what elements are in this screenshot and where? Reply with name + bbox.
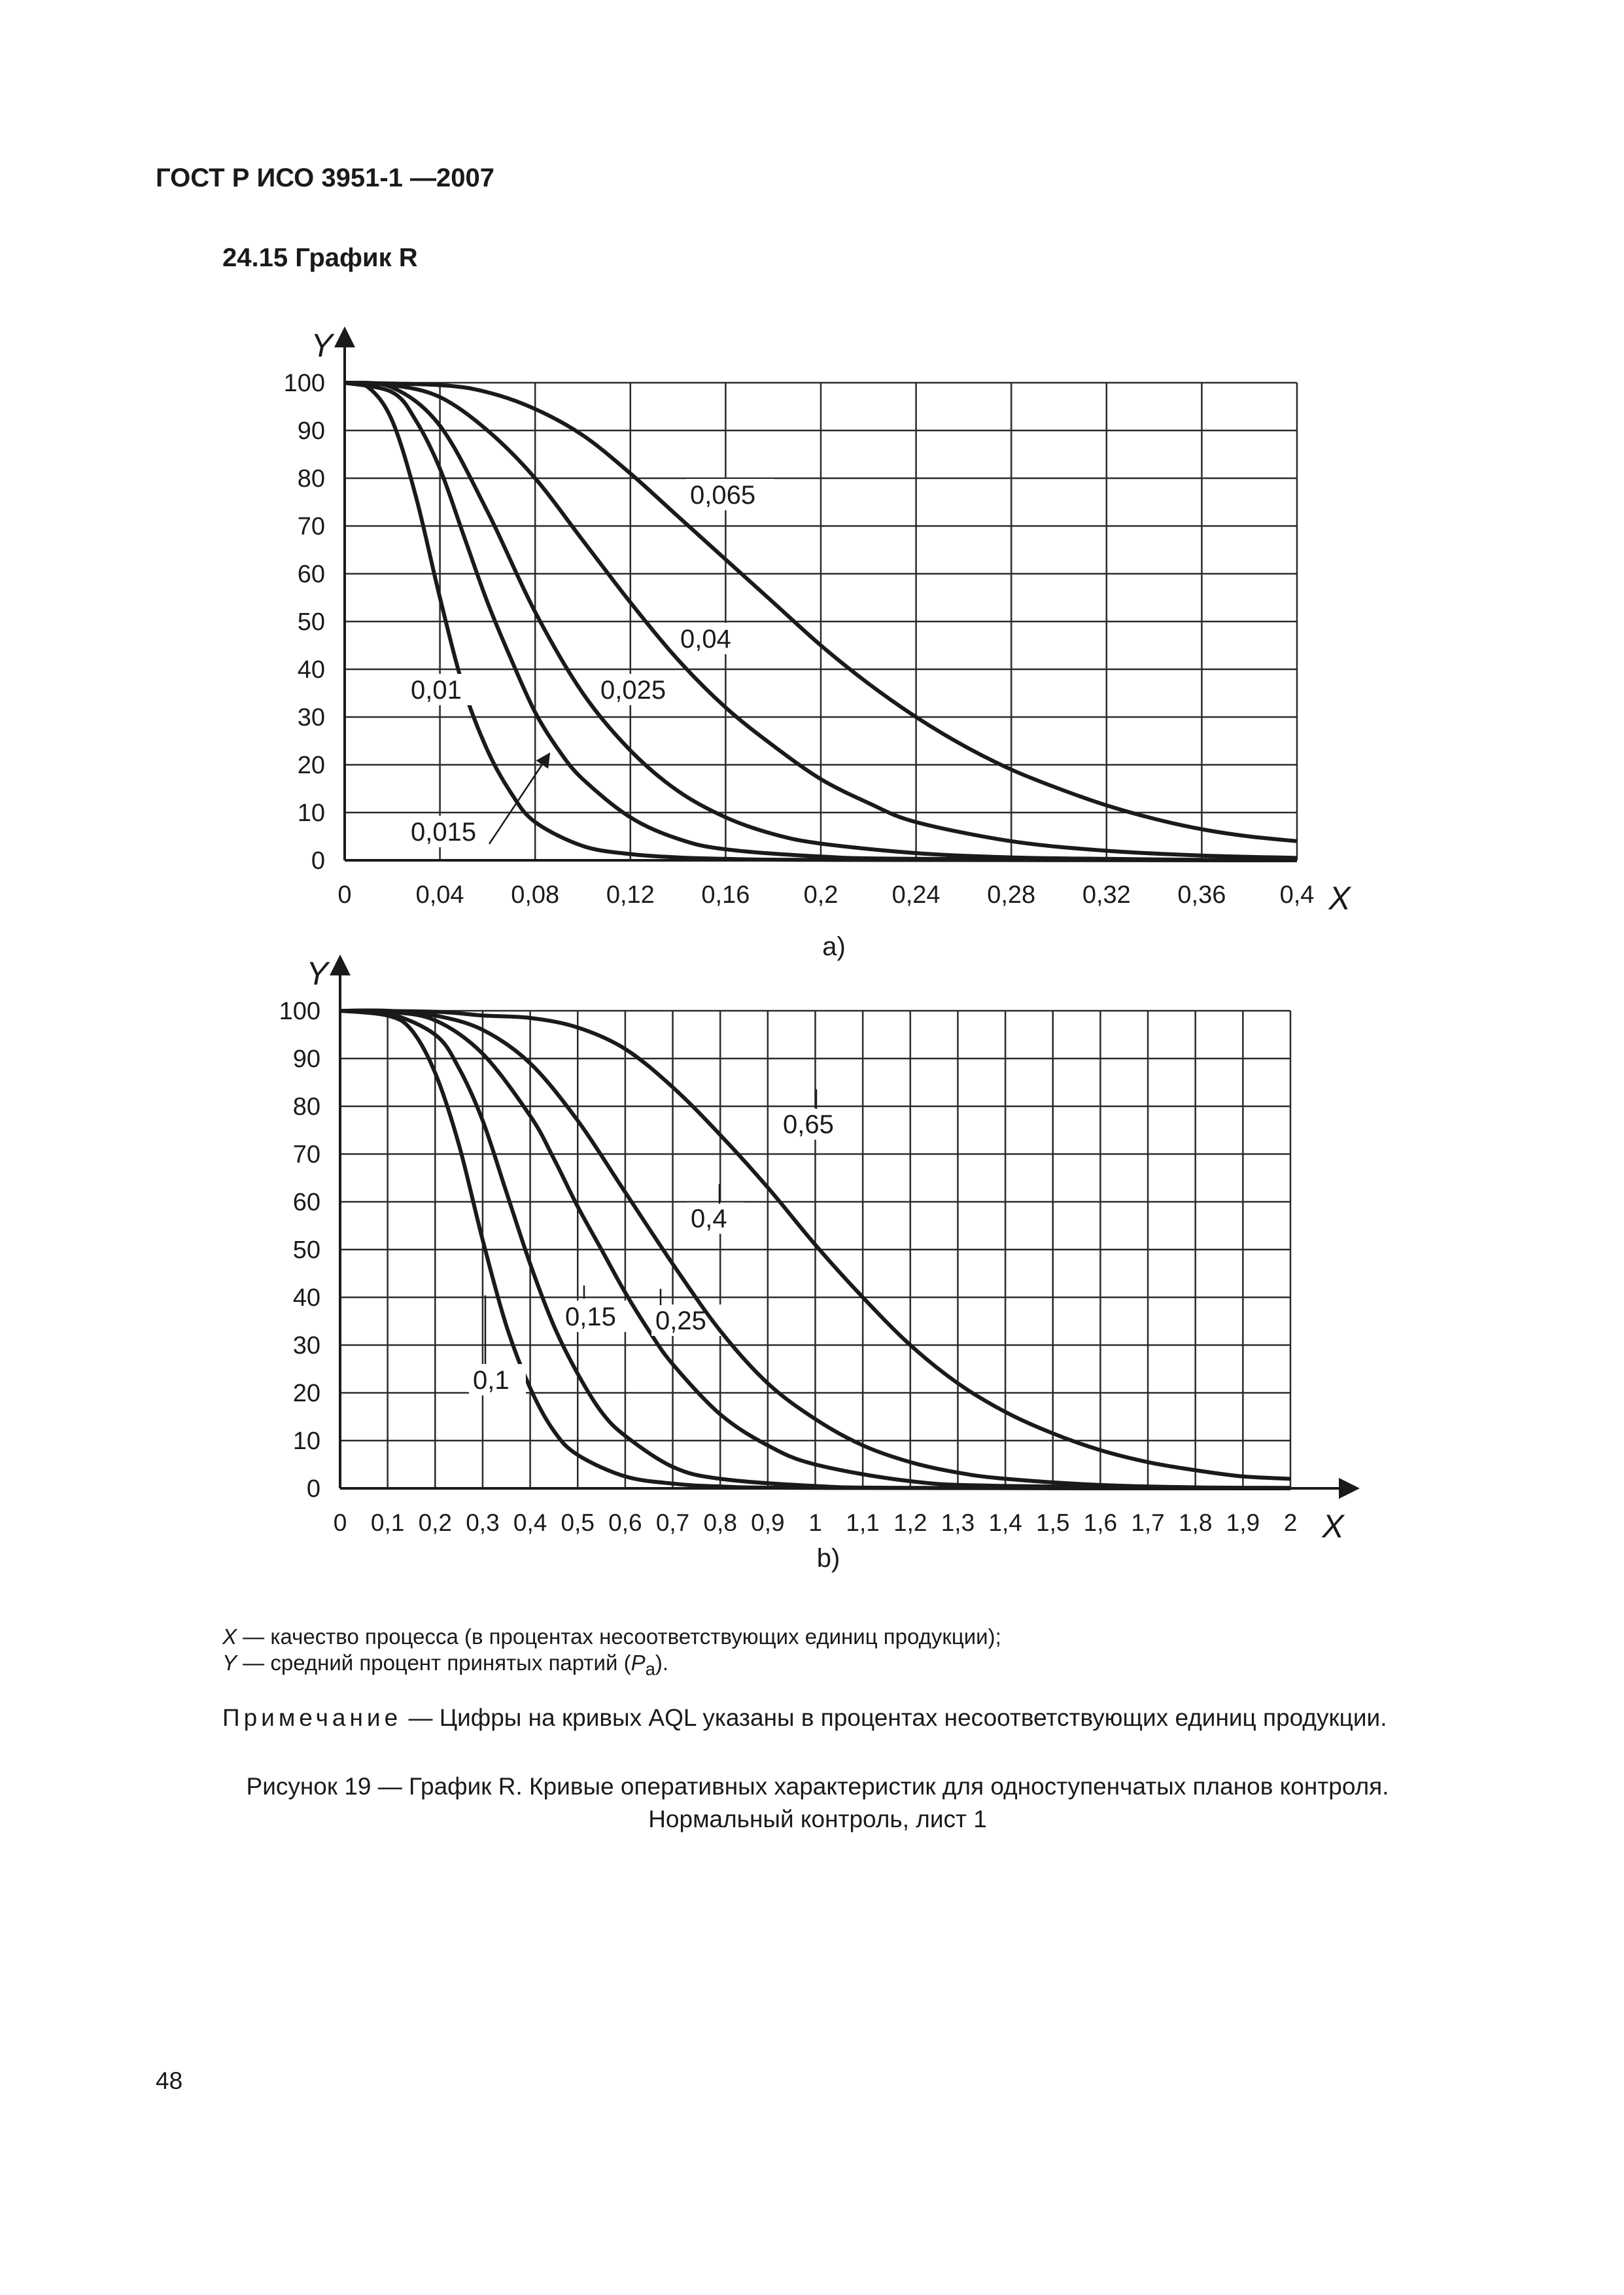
panel-label: a) — [822, 932, 846, 961]
oc-chart-a — [0, 314, 1624, 961]
y-legend-line — [222, 1650, 1001, 1683]
curve-label: 0,04 — [680, 625, 731, 654]
x-tick-label: 0,6 — [608, 1509, 642, 1536]
y-tick-label: 0 — [306, 1475, 320, 1503]
x-legend-symbol: X — [222, 1624, 237, 1649]
x-tick-label: 0,9 — [751, 1509, 785, 1536]
x-tick-label: 2 — [1283, 1509, 1298, 1536]
x-tick-label: 1 — [808, 1509, 822, 1536]
x-tick-label: 0,8 — [703, 1509, 737, 1536]
curve-label: 0,1 — [473, 1366, 510, 1395]
y-tick-label: 20 — [297, 752, 325, 779]
y-tick-label: 10 — [297, 799, 325, 827]
x-tick-label: 0,16 — [701, 881, 750, 909]
x-tick-label: 0,24 — [891, 881, 941, 909]
y-tick-label: 40 — [292, 1284, 320, 1312]
x-tick-label: 0,04 — [415, 881, 464, 909]
x-tick-label: 0,7 — [655, 1509, 690, 1536]
panel-label: b) — [816, 1544, 840, 1573]
curve-label: 0,4 — [691, 1204, 727, 1233]
x-tick-label: 0,1 — [370, 1509, 405, 1536]
y-tick-label: 100 — [283, 370, 325, 397]
section-title: 24.15 График R — [222, 243, 418, 272]
curve-label: 0,65 — [783, 1110, 834, 1139]
note — [222, 1704, 1387, 1732]
x-tick-label: 0,3 — [466, 1509, 500, 1536]
x-tick-label: 0,2 — [803, 881, 838, 909]
x-tick-label: 1,7 — [1131, 1509, 1165, 1536]
x-tick-label: 0,4 — [513, 1509, 547, 1536]
pa-symbol: P — [631, 1651, 646, 1675]
y-tick-label: 50 — [292, 1236, 320, 1264]
figure-caption — [222, 1770, 1413, 1836]
x-tick-label: 0,12 — [606, 881, 655, 909]
x-tick-label: 0,28 — [987, 881, 1036, 909]
curve-label: 0,15 — [565, 1303, 616, 1331]
x-tick-label: 0,5 — [561, 1509, 595, 1536]
caption-line-1: Рисунок 19 — График R. Кривые оперативных характеристик для одноступенчатых планов контроля. — [246, 1773, 1389, 1800]
x-tick-label: 0,4 — [1279, 881, 1315, 909]
x-tick-label: 1,5 — [1036, 1509, 1070, 1536]
y-tick-label: 70 — [297, 513, 325, 540]
x-tick-label: 0,2 — [418, 1509, 453, 1536]
y-legend-end: ). — [655, 1651, 669, 1675]
standard-header: ГОСТ Р ИСО 3951-1 —2007 — [156, 164, 495, 192]
x-legend-line — [222, 1624, 1001, 1650]
note-label: Примечание — [222, 1704, 402, 1731]
x-tick-label: 0,08 — [511, 881, 560, 909]
y-tick-label: 50 — [297, 608, 325, 636]
y-legend-symbol: Y — [222, 1651, 237, 1675]
x-tick-label: 1,2 — [893, 1509, 927, 1536]
curve-label: 0,025 — [600, 676, 666, 705]
y-tick-label: 80 — [297, 465, 325, 493]
y-tick-label: 70 — [292, 1141, 320, 1168]
curve-label: 0,01 — [411, 676, 462, 705]
y-tick-label: 40 — [297, 656, 325, 684]
y-legend-text: — средний процент принятых партий ( — [237, 1651, 631, 1675]
x-tick-label: 1,8 — [1178, 1509, 1213, 1536]
x-tick-label: 1,4 — [988, 1509, 1022, 1536]
x-axis-title: X — [1328, 880, 1351, 917]
x-tick-label: 0 — [337, 881, 352, 909]
x-tick-label: 1,3 — [941, 1509, 975, 1536]
curve-label: 0,065 — [690, 481, 756, 510]
y-tick-label: 90 — [297, 417, 325, 445]
oc-chart-b — [0, 942, 1624, 1596]
axis-legend — [222, 1624, 1001, 1683]
y-tick-label: 60 — [297, 561, 325, 588]
y-tick-label: 20 — [292, 1380, 320, 1407]
curve-label: 0,25 — [655, 1306, 706, 1335]
x-axis-title: X — [1322, 1508, 1344, 1545]
page-number: 48 — [156, 2067, 183, 2094]
x-tick-label: 0,36 — [1177, 881, 1226, 909]
y-tick-label: 0 — [311, 847, 325, 875]
x-tick-label: 1,9 — [1226, 1509, 1260, 1536]
y-axis-title: Y — [311, 327, 333, 364]
y-tick-label: 60 — [292, 1189, 320, 1216]
curve-label: 0,015 — [411, 818, 477, 847]
label-leader-line — [489, 754, 549, 844]
x-tick-label: 0,32 — [1082, 881, 1131, 909]
y-tick-label: 30 — [297, 704, 325, 731]
note-text: — Цифры на кривых AQL указаны в процентах несоответствующих единиц продукции. — [402, 1704, 1387, 1731]
y-tick-label: 90 — [292, 1045, 320, 1073]
y-tick-label: 30 — [292, 1332, 320, 1359]
pa-subscript: a — [645, 1658, 655, 1679]
x-tick-label: 1,1 — [846, 1509, 880, 1536]
y-tick-label: 10 — [292, 1428, 320, 1455]
x-tick-label: 0 — [333, 1509, 347, 1536]
y-axis-title: Y — [306, 955, 328, 992]
x-tick-label: 1,6 — [1083, 1509, 1118, 1536]
y-tick-label: 100 — [279, 998, 320, 1025]
y-tick-label: 80 — [292, 1093, 320, 1121]
caption-line-2: Нормальный контроль, лист 1 — [648, 1806, 987, 1832]
x-legend-text: — качество процесса (в процентах несоответствующих единиц продукции); — [237, 1624, 1001, 1649]
